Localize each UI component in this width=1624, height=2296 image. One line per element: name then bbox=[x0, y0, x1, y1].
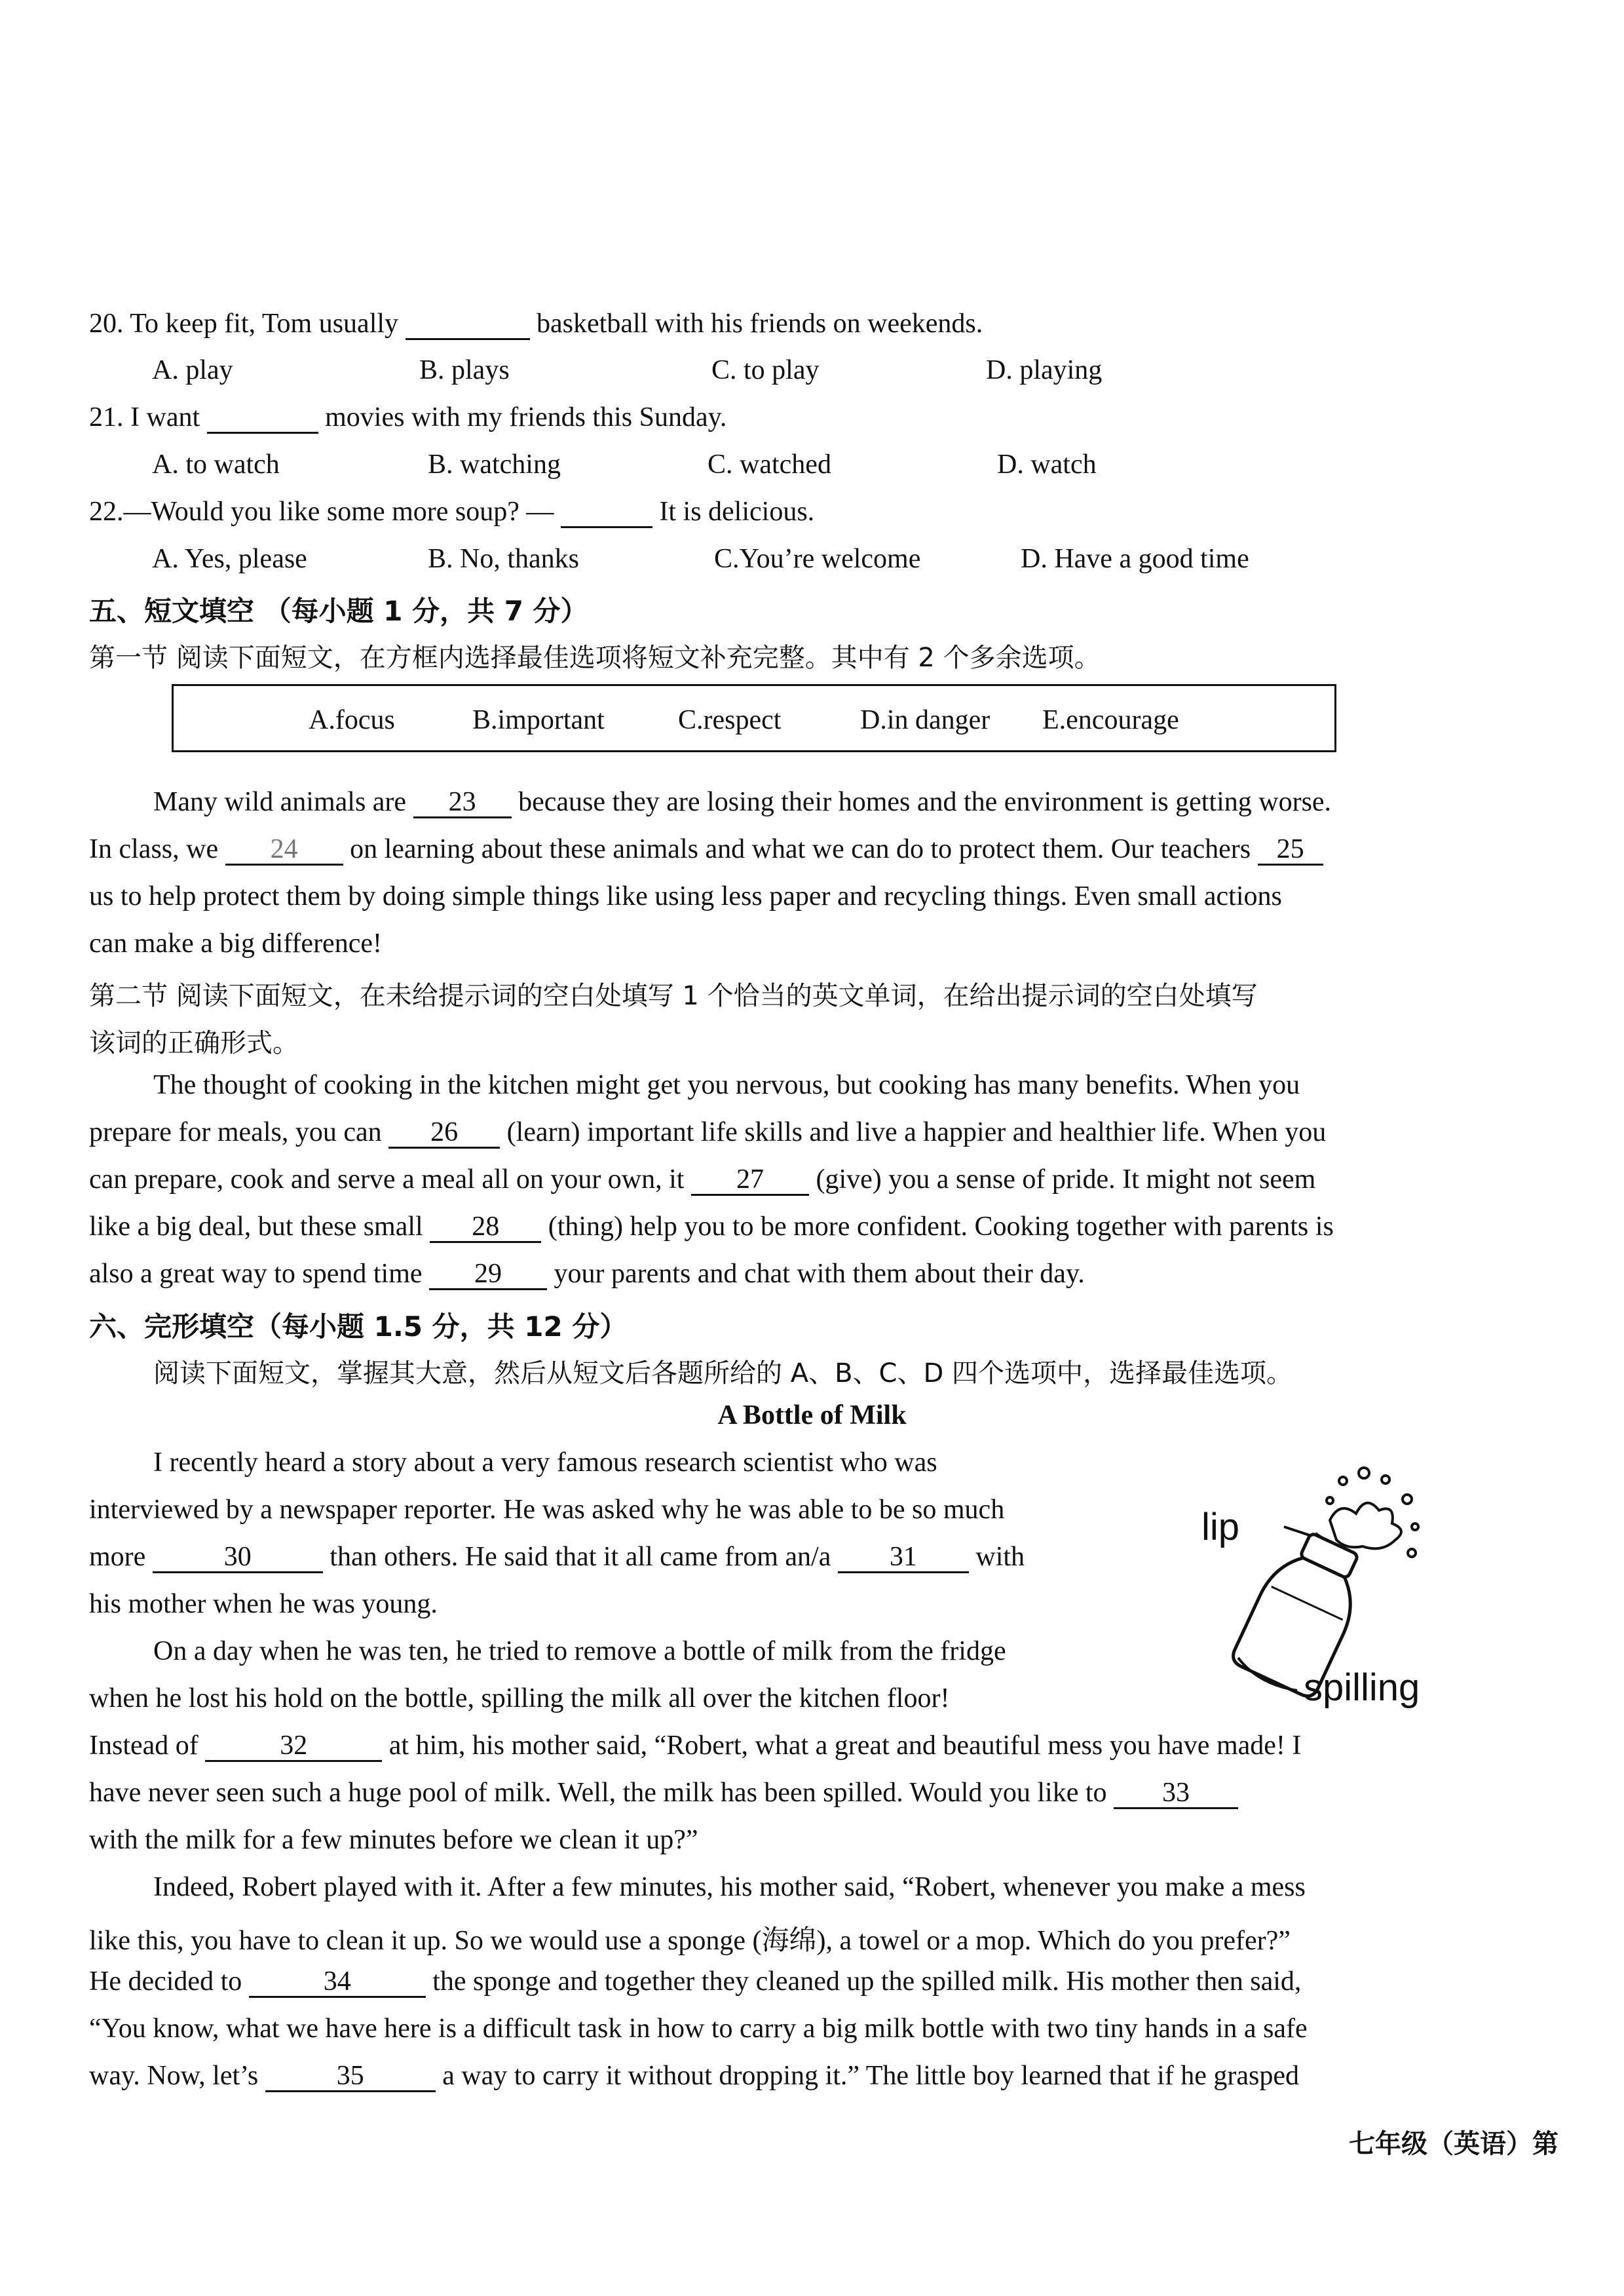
section-6-title: 六、完形填空（每小题 1.5 分，共 12 分） bbox=[89, 1311, 628, 1343]
blank-30: 30 bbox=[153, 1542, 323, 1573]
passage-1-line-2: In class, we 24 on learning about these animals and what we can do to protect them. Our teachers 25 bbox=[89, 833, 1323, 866]
passage-2-line-1: The thought of cooking in the kitchen might get you nervous, but cooking has many benefits. When you bbox=[153, 1070, 1300, 1100]
word-bank-box bbox=[172, 684, 1336, 752]
word-bank-option-c: C.respect bbox=[678, 705, 782, 735]
question-20-stem: 20. To keep fit, Tom usually basketball with his friends on weekends. bbox=[89, 308, 983, 340]
story-line-2: interviewed by a newspaper reporter. He was asked why he was able to be so much bbox=[89, 1495, 1005, 1525]
blank-28: 28 bbox=[430, 1212, 541, 1243]
blank-31: 31 bbox=[838, 1542, 969, 1573]
section-5-part2-instructions-2: 该词的正确形式。 bbox=[89, 1028, 299, 1058]
word-bank-option-e: E.encourage bbox=[1042, 705, 1179, 735]
blank-33: 33 bbox=[1114, 1778, 1238, 1809]
question-22-option-b: B. No, thanks bbox=[428, 544, 579, 574]
passage-1-line-1: Many wild animals are 23 because they are losing their homes and the environment is getting worse. bbox=[153, 786, 1331, 818]
blank-26: 26 bbox=[388, 1118, 500, 1149]
blank-27: 27 bbox=[691, 1165, 809, 1196]
passage-2-line-5: also a great way to spend time 29 your parents and chat with them about their day. bbox=[89, 1258, 1085, 1290]
question-22-stem: 22.—Would you like some more soup? — It is delicious. bbox=[89, 496, 814, 528]
story-line-4: his mother when he was young. bbox=[89, 1589, 438, 1619]
question-22-blank bbox=[561, 497, 652, 528]
story-line-10: Indeed, Robert played with it. After a few minutes, his mother said, “Robert, whenever you make a mess bbox=[153, 1872, 1306, 1902]
label-lip: lip bbox=[1201, 1506, 1240, 1548]
question-22-option-a: A. Yes, please bbox=[152, 544, 307, 574]
story-line-12: He decided to 34 the sponge and together they cleaned up the spilled milk. His mother then said, bbox=[89, 1966, 1301, 1998]
question-21-blank bbox=[207, 403, 318, 434]
blank-23: 23 bbox=[413, 788, 512, 818]
story-line-3: more 30 than others. He said that it all came from an/a 31 with bbox=[89, 1541, 1025, 1573]
blank-34: 34 bbox=[249, 1967, 426, 1998]
question-22-option-c: C.You’re welcome bbox=[714, 544, 921, 574]
question-22-option-d: D. Have a good time bbox=[1021, 544, 1249, 574]
question-20-option-d: D. playing bbox=[986, 355, 1103, 385]
splash-icon bbox=[1327, 1468, 1418, 1557]
passage-1-line-4: can make a big difference! bbox=[89, 928, 382, 959]
question-21-stem: 21. I want movies with my friends this Sunday. bbox=[89, 402, 727, 434]
question-21-option-b: B. watching bbox=[428, 450, 561, 480]
question-20-option-b: B. plays bbox=[419, 355, 510, 385]
story-line-8: have never seen such a huge pool of milk. Well, the milk has been spilled. Would you like to 33 bbox=[89, 1777, 1238, 1809]
story-line-11: like this, you have to clean it up. So we would use a sponge (海绵), a towel or a mop. Which do you prefer?” bbox=[89, 1926, 1291, 1956]
word-bank-option-a: A.focus bbox=[309, 705, 395, 735]
page-footer: 七年级（英语）第 bbox=[1349, 2129, 1558, 2159]
story-line-13: “You know, what we have here is a difficult task in how to carry a big milk bottle with two tiny hands in a safe bbox=[89, 2014, 1308, 2044]
question-21-option-c: C. watched bbox=[708, 450, 831, 480]
story-line-5: On a day when he was ten, he tried to remove a bottle of milk from the fridge bbox=[153, 1636, 1006, 1666]
section-6-instructions: 阅读下面短文，掌握其大意，然后从短文后各题所给的 A、B、C、D 四个选项中，选择最佳选项。 bbox=[153, 1358, 1293, 1388]
question-20-option-c: C. to play bbox=[711, 355, 820, 385]
passage-1-line-3: us to help protect them by doing simple things like using less paper and recycling things. Even small actions bbox=[89, 881, 1282, 911]
section-5-part2-instructions-1: 第二节 阅读下面短文，在未给提示词的空白处填写 1 个恰当的英文单词，在给出提示词的空白处填写 bbox=[89, 981, 1258, 1011]
story-line-7: Instead of 32 at him, his mother said, “Robert, what a great and beautiful mess you have made! I bbox=[89, 1730, 1301, 1762]
section-5-title: 五、短文填空 （每小题 1 分，共 7 分） bbox=[89, 595, 588, 627]
story-line-1: I recently heard a story about a very famous research scientist who was bbox=[153, 1447, 937, 1478]
blank-29: 29 bbox=[429, 1259, 547, 1290]
question-20-option-a: A. play bbox=[152, 355, 233, 385]
passage-2-line-4: like a big deal, but these small 28 (thing) help you to be more confident. Cooking together with parents is bbox=[89, 1211, 1334, 1243]
word-bank-option-d: D.in danger bbox=[860, 705, 991, 735]
blank-25: 25 bbox=[1258, 835, 1323, 866]
passage-2-line-3: can prepare, cook and serve a meal all on your own, it 27 (give) you a sense of pride. It might not seem bbox=[89, 1164, 1315, 1196]
story-title: A Bottle of Milk bbox=[717, 1400, 907, 1430]
question-20-blank bbox=[406, 309, 530, 340]
blank-32: 32 bbox=[205, 1731, 382, 1762]
story-line-9: with the milk for a few minutes before we clean it up?” bbox=[89, 1825, 698, 1855]
story-line-6: when he lost his hold on the bottle, spilling the milk all over the kitchen floor! bbox=[89, 1683, 950, 1713]
story-line-14: way. Now, let’s 35 a way to carry it without dropping it.” The little boy learned that if he grasped bbox=[89, 2060, 1299, 2092]
question-21-option-a: A. to watch bbox=[152, 450, 280, 480]
milk-bottle-illustration bbox=[1199, 1442, 1487, 1717]
section-5-part1-instructions: 第一节 阅读下面短文，在方框内选择最佳选项将短文补充完整。其中有 2 个多余选项。 bbox=[89, 643, 1101, 673]
label-spilling: spilling bbox=[1304, 1666, 1420, 1709]
word-bank-option-b: B.important bbox=[472, 705, 605, 735]
passage-2-line-2: prepare for meals, you can 26 (learn) important life skills and live a happier and healthier life. When you bbox=[89, 1117, 1326, 1149]
blank-35: 35 bbox=[265, 2061, 436, 2092]
question-21-option-d: D. watch bbox=[997, 450, 1097, 480]
blank-24: 24 bbox=[225, 835, 343, 866]
